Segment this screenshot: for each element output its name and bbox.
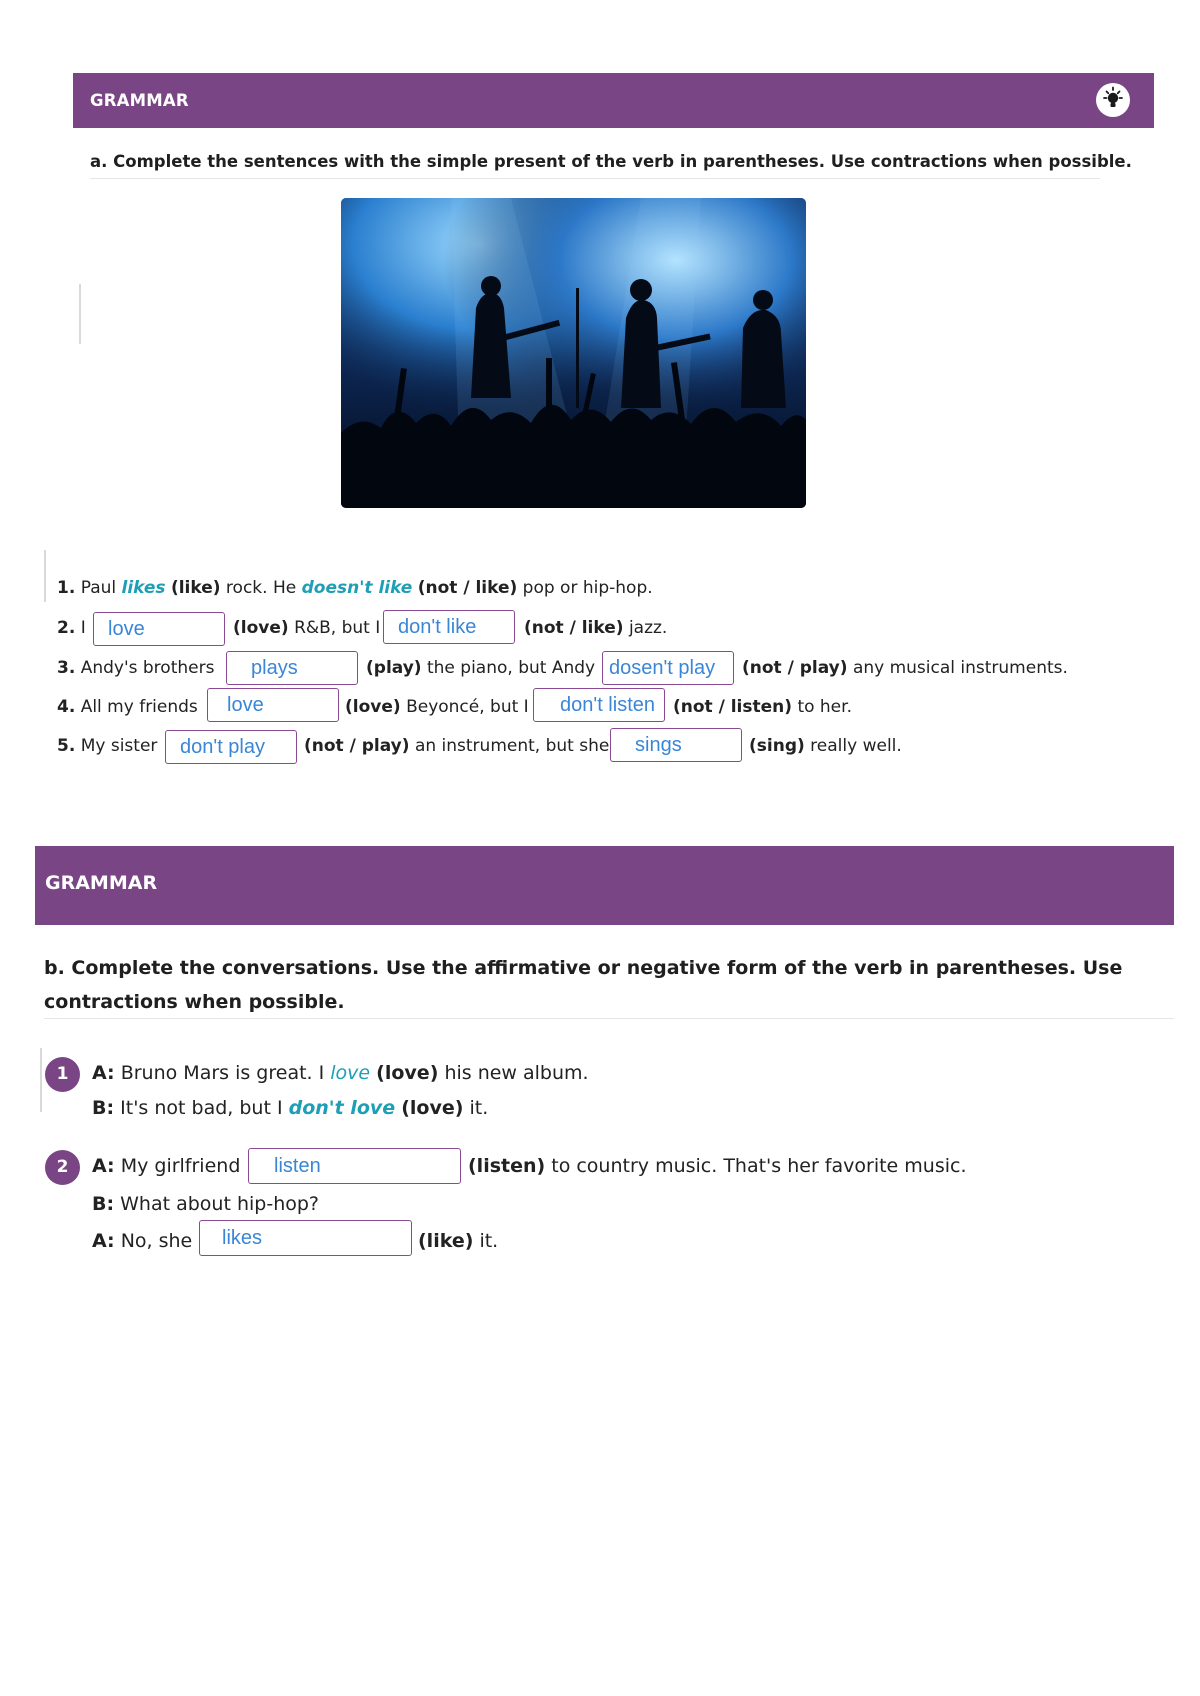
lightbulb-icon[interactable] (1096, 83, 1130, 117)
item-number: 3. (57, 658, 76, 678)
line-text: My girlfriend (120, 1155, 241, 1177)
item-text: My sister (80, 736, 158, 756)
answer-input[interactable] (248, 1148, 461, 1184)
item-number: 2. (57, 618, 76, 638)
item-5-end (749, 736, 902, 756)
conversation-2-line-c-end (418, 1230, 498, 1252)
speaker-label: A: (92, 1062, 115, 1084)
conversation-2-line-a (92, 1155, 240, 1177)
item-text: I (80, 618, 86, 638)
item-5 (57, 736, 157, 756)
item-text: the piano, but Andy (426, 658, 596, 678)
conversation-1-line-b (92, 1097, 488, 1119)
item-text: All my friends (80, 697, 198, 717)
line-text: it. (479, 1230, 499, 1252)
conversation-badge: 2 (45, 1150, 80, 1185)
item-text: Beyoncé, but I (406, 697, 529, 717)
item-3 (57, 658, 214, 678)
verb-hint: (like) (170, 578, 221, 598)
verb-hint: (love) (376, 1062, 439, 1084)
verb-hint: (listen) (468, 1155, 546, 1177)
answer-input[interactable] (383, 610, 515, 644)
item-text: an instrument, but she (414, 736, 610, 756)
verb-hint: (not / play) (304, 736, 410, 756)
line-text: It's not bad, but I (120, 1097, 283, 1119)
verb-hint: (love) (233, 618, 289, 638)
line-text: it. (469, 1097, 489, 1119)
item-number: 4. (57, 697, 76, 717)
verb-hint: (love) (345, 697, 401, 717)
speaker-label: B: (92, 1193, 115, 1215)
item-2 (57, 618, 86, 638)
item-3-end (742, 658, 1068, 678)
line-text: No, she (120, 1230, 193, 1252)
grammar-banner-a (73, 73, 1154, 128)
answer-input[interactable] (610, 728, 742, 762)
speaker-label: A: (92, 1155, 115, 1177)
verb-hint: (not / like) (417, 578, 518, 598)
item-1 (57, 578, 653, 598)
instruction-b: b. Complete the conversations. Use the affirmative or negative form of the verb in parentheses. Use contractions when possible. (44, 957, 1123, 1013)
answer-text: don't love (288, 1097, 396, 1119)
item-text: Paul (80, 578, 117, 598)
answer-text: likes (121, 578, 166, 598)
item-text: jazz. (628, 618, 668, 638)
verb-hint: (not / play) (742, 658, 848, 678)
item-text: rock. He (225, 578, 297, 598)
item-text: to her. (797, 697, 852, 717)
answer-text: love (330, 1062, 371, 1084)
answer-input[interactable] (533, 688, 665, 722)
item-number: 1. (57, 578, 76, 598)
speaker-label: A: (92, 1230, 115, 1252)
item-2-end (524, 618, 667, 638)
verb-hint: (like) (418, 1230, 474, 1252)
conversation-2-line-a-end (468, 1155, 967, 1177)
item-text: any musical instruments. (852, 658, 1068, 678)
divider (90, 178, 1100, 179)
item-number: 5. (57, 736, 76, 756)
banner-title: GRAMMAR (45, 872, 158, 894)
verb-hint: (play) (366, 658, 422, 678)
item-text: really well. (810, 736, 902, 756)
answer-input[interactable] (165, 730, 297, 764)
item-4 (57, 697, 198, 717)
item-4-end (673, 697, 852, 717)
verb-hint: (not / like) (524, 618, 624, 638)
conversation-2-line-c (92, 1230, 192, 1252)
answer-input[interactable] (199, 1220, 412, 1256)
conversation-badge: 1 (45, 1057, 80, 1092)
concert-photo (341, 198, 806, 508)
divider (44, 1018, 1174, 1019)
conversation-1-line-a (92, 1062, 589, 1084)
answer-input[interactable] (226, 651, 358, 685)
item-5-mid (304, 736, 609, 756)
line-text: What about hip-hop? (120, 1193, 320, 1215)
line-text: Bruno Mars is great. I (120, 1062, 325, 1084)
verb-hint: (love) (401, 1097, 464, 1119)
conversation-2-line-b (92, 1193, 319, 1215)
instruction-a: a. Complete the sentences with the simple present of the verb in parentheses. Use contractions when possible. (90, 152, 1132, 171)
verb-hint: (sing) (749, 736, 805, 756)
verb-hint: (not / listen) (673, 697, 793, 717)
answer-input[interactable] (207, 688, 339, 722)
answer-input[interactable] (93, 612, 225, 646)
item-text: Andy's brothers (80, 658, 215, 678)
side-tab (34, 1048, 42, 1112)
speaker-label: B: (92, 1097, 115, 1119)
side-tab (36, 550, 46, 602)
line-text: his new album. (444, 1062, 589, 1084)
banner-title: GRAMMAR (90, 91, 189, 110)
line-text: to country music. That's her favorite music. (551, 1155, 967, 1177)
item-2-mid (233, 618, 380, 638)
answer-text: doesn't like (301, 578, 413, 598)
side-tab (71, 284, 81, 344)
item-text: R&B, but I (294, 618, 381, 638)
answer-input[interactable] (602, 651, 734, 685)
grammar-banner-b (35, 846, 1174, 925)
item-4-mid (345, 697, 529, 717)
item-3-mid (366, 658, 595, 678)
item-text: pop or hip-hop. (522, 578, 653, 598)
